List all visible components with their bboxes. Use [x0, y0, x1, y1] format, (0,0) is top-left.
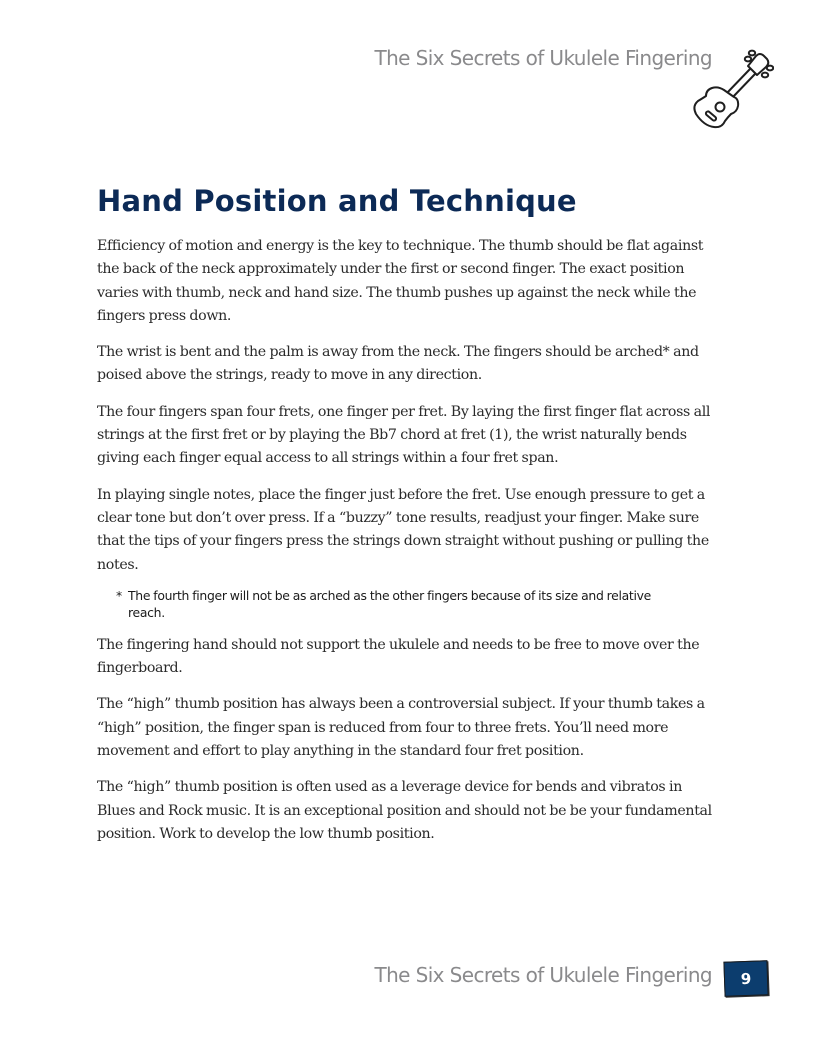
- paragraph: The “high” thumb position has always been a controversial subject. If your thumb takes a “high” position, the finger span is reduced from four to three frets. You’ll need more movement and effort to play anything in the standard four fret position.: [97, 696, 705, 760]
- running-header: The Six Secrets of Ukulele Fingering: [374, 46, 712, 70]
- body-content: [97, 235, 722, 859]
- ukulele-icon: [690, 44, 774, 130]
- page-title: Hand Position and Technique: [97, 184, 577, 218]
- page-number: 9: [740, 969, 752, 988]
- paragraph: The fingering hand should not support the ukulele and needs to be free to move over the fingerboard.: [97, 636, 700, 677]
- paragraph: The “high” thumb position is often used as a leverage device for bends and vibratos in Blues and Rock music. It is an exceptional position and should not be be your fundamental position. Work to develop the low thumb position.: [97, 779, 712, 842]
- footnote: [116, 587, 668, 621]
- footnote-marker: *: [116, 587, 122, 603]
- running-footer: The Six Secrets of Ukulele Fingering: [374, 963, 712, 987]
- page-number-badge: [723, 960, 768, 997]
- paragraph: In playing single notes, place the finger just before the fret. Use enough pressure to get a clear tone but don’t over press. If a “buzzy” tone results, readjust your finger. Make sure that the tips of your fingers press the strings down straight without pushing or pulling the notes.: [97, 486, 709, 573]
- paragraph: Efficiency of motion and energy is the key to technique. The thumb should be flat against the back of the neck approximately under the first or second finger. The exact position varies with thumb, neck and hand size. The thumb pushes up against the neck while the fingers press down.: [97, 238, 704, 324]
- paragraph: The wrist is bent and the palm is away from the neck. The fingers should be arched* and poised above the strings, ready to move in any direction.: [97, 344, 699, 384]
- footnote-text: The fourth finger will not be as arched as the other fingers because of its size and relative reach.: [128, 587, 651, 620]
- paragraph: The four fingers span four frets, one finger per fret. By laying the first finger flat across all strings at the first fret or by playing the Bb7 chord at fret (1), the wrist naturally bends giving each finger equal access to all strings within a four fret span.: [97, 403, 711, 467]
